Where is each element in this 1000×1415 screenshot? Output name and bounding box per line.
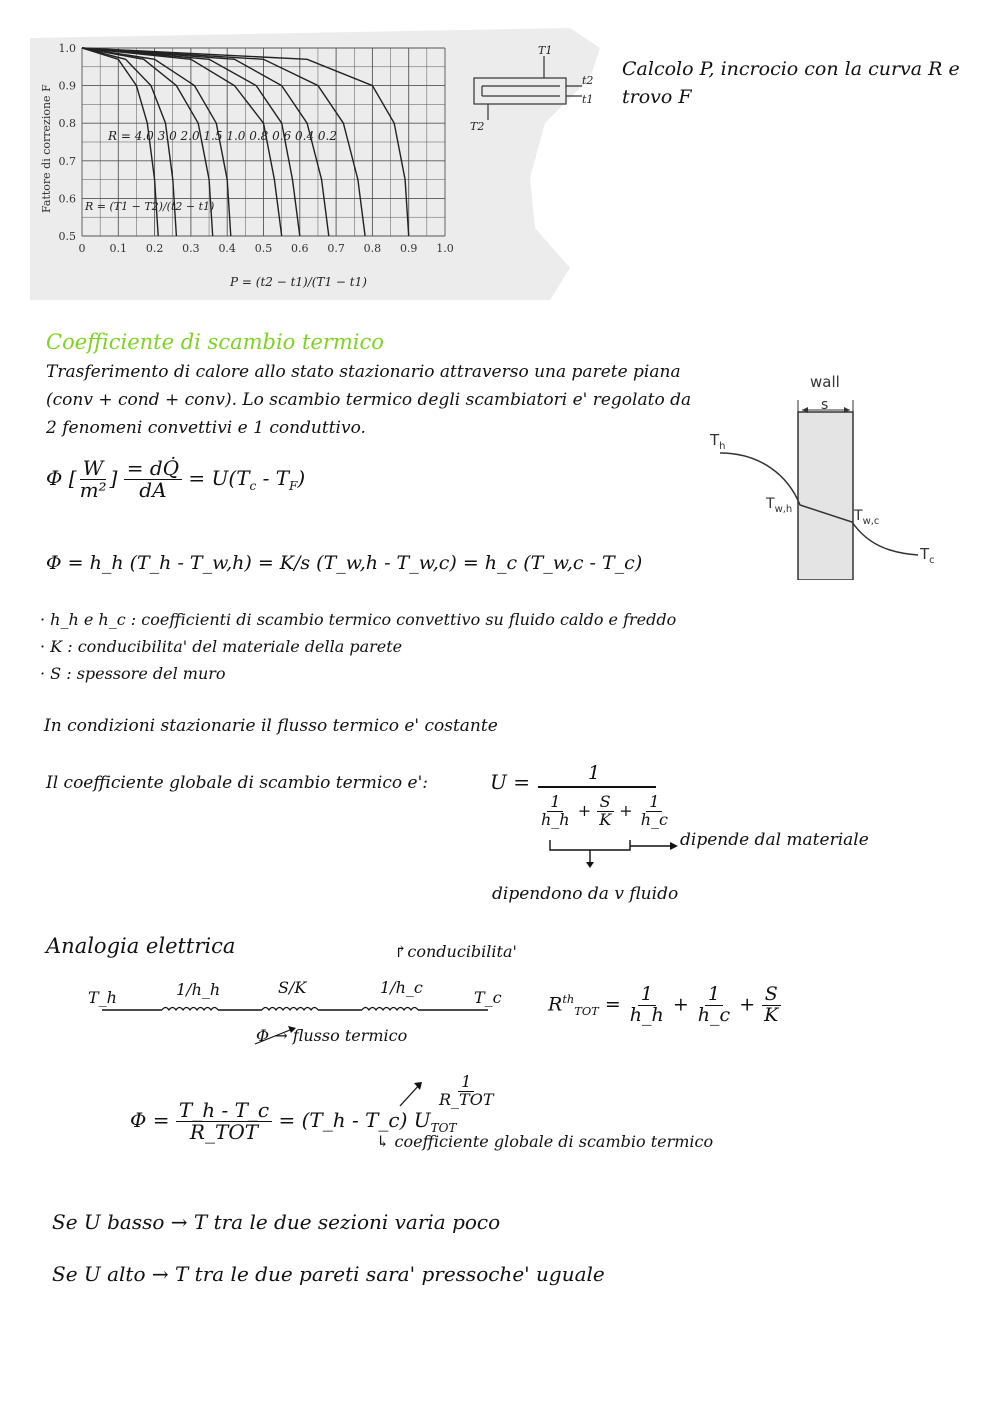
exchanger-label-T2: T2 [470, 120, 485, 133]
phi-formula: Φ = $\frac{T\_h - T\_c}{\text{R\_TOT}}$ = (T_h - T_c) $U_{TOT}$ [130, 1098, 457, 1144]
th-label: $T_h$ [710, 431, 726, 452]
y-tick-label: 0.8 [58, 117, 76, 131]
global-coefficient-line: Il coefficiente globale di scambio termico e': [46, 773, 428, 793]
wall-diagram [700, 365, 960, 580]
circuit-right-label: T_c [474, 988, 502, 1007]
x-tick-label: 0.5 [254, 242, 273, 255]
y-tick-label: 0.9 [58, 79, 76, 93]
eq1-phi: Φ [46, 466, 63, 490]
x-tick-label: 0.3 [182, 242, 200, 255]
bullet-k-conductivity: · K : conducibilita' del materiale della parete [40, 637, 403, 656]
chart-r-formula: R = (T1 − T2)/(t2 − t1) [85, 200, 215, 213]
twh-label: $T_{w,h}$ [766, 496, 793, 515]
eq1-units: $\frac{W}{\text{m²}}$ [79, 456, 107, 502]
u-formula-denominator: $\frac{1}{h\_h}$ + $\frac{S}{K}$ + $\frac{1}{h\_c}$ [541, 792, 668, 829]
x-tick-label: 0.2 [145, 242, 164, 255]
rtot-formula: $R^{th}_{TOT}$ = $\frac{1}{h\_h}$ + $\frac{1}{h\_c}$ + $\frac{S}{K}$ [548, 985, 781, 1026]
intro-line-1: Trasferimento di calore allo stato stazionario attraverso una parete piana [46, 362, 681, 382]
chart-y-label: Fattore di correzione F [40, 84, 53, 213]
circuit-r2-label: S/K [278, 978, 307, 997]
x-tick-label: 1.0 [436, 242, 454, 255]
depends-fluid: dipendono da v fluido [492, 884, 679, 904]
y-tick-label: 1.0 [58, 42, 76, 55]
u-formula-bar [538, 786, 656, 788]
tc-label: $T_c$ [920, 545, 935, 566]
bullet-s-thickness: · S : spessore del muro [40, 664, 226, 683]
x-tick-label: 0.4 [218, 242, 236, 255]
x-tick-label: 0.1 [109, 242, 128, 255]
se-line-low: Se U basso → T tra le due sezioni varia poco [52, 1210, 501, 1234]
u-formula-arrows [540, 838, 680, 874]
y-tick-label: 0.6 [58, 192, 76, 206]
u-formula-lhs: U = [490, 770, 530, 794]
se-line-high: Se U alto → T tra le due pareti sara' pressoche' uguale [52, 1262, 605, 1286]
u-formula-numerator: 1 [588, 762, 601, 784]
bullet-h-coefficients: · h_h e h_c : coefficienti di scambio termico convettivo su fluido caldo e freddo [40, 610, 677, 629]
analogy-title: Analogia elettrica [46, 934, 236, 958]
conducibilita-note: ↱conducibilita' [394, 942, 517, 961]
resistor-2 [262, 1008, 318, 1011]
twc-label: $T_{w,c}$ [854, 508, 880, 527]
stationary-line: In condizioni stazionarie il flusso termico e' costante [44, 716, 498, 736]
exchanger-label-T1: T1 [538, 44, 553, 57]
chart-x-label: P = (t2 − t1)/(T1 − t1) [230, 275, 367, 289]
x-tick-label: 0.8 [363, 242, 382, 255]
chart-r-labels: R = 4.0 3.0 2.0 1.5 1.0 0.8 0.6 0.4 0.2 [108, 129, 337, 143]
phi-formula-note: ↳ coefficiente globale di scambio termico [376, 1132, 714, 1151]
correction-factor-chart [30, 28, 600, 300]
exchanger-label-t2: t2 [582, 74, 594, 87]
equation-flux-definition: Φ [ $\frac{W}{\text{m²}}$ ] $\frac{= dQ̇}{dA}$ = $U(T_c - T_F)$ [46, 456, 306, 502]
resistor-3 [362, 1008, 418, 1011]
eq1-derivative: $\frac{= dQ̇}{dA}$ [124, 458, 182, 501]
circuit-flux-label: Φ → flusso termico [256, 1026, 408, 1045]
circuit-left-label: T_h [88, 988, 117, 1007]
x-tick-label: 0.6 [291, 242, 309, 255]
y-tick-label: 0.5 [58, 230, 76, 243]
equation-flux-chain: Φ = h_h (T_h - T_w,h) = K/s (T_w,h - T_w,c) = h_c (T_w,c - T_c) [46, 552, 643, 574]
section-title: Coefficiente di scambio termico [46, 330, 384, 354]
circuit-r1-label: 1/h_h [176, 980, 221, 999]
note-top-right-2: trovo F [622, 86, 692, 108]
exchanger-label-t1: t1 [582, 93, 594, 106]
resistor-1 [162, 1008, 218, 1011]
x-tick-label: 0.9 [399, 242, 418, 255]
wall-rect [798, 412, 853, 580]
phi-over-rtot: $\frac{1}{\text{R\_TOT}}$ [439, 1072, 494, 1109]
s-label: s [821, 397, 829, 413]
depends-material: dipende dal materiale [680, 830, 869, 850]
intro-line-2: (conv + cond + conv). Lo scambio termico degli scambiatori e' regolato da [46, 390, 692, 410]
wall-label: wall [810, 373, 840, 391]
y-tick-label: 0.7 [58, 154, 76, 168]
x-tick-label: 0 [78, 242, 86, 255]
note-top-right-1: Calcolo P, incrocio con la curva R e [622, 58, 960, 80]
u-tot-arrow [398, 1078, 434, 1108]
circuit-r3-label: 1/h_c [380, 978, 423, 997]
intro-line-3: 2 fenomeni convettivi e 1 conduttivo. [46, 418, 366, 438]
x-tick-label: 0.7 [327, 242, 345, 255]
